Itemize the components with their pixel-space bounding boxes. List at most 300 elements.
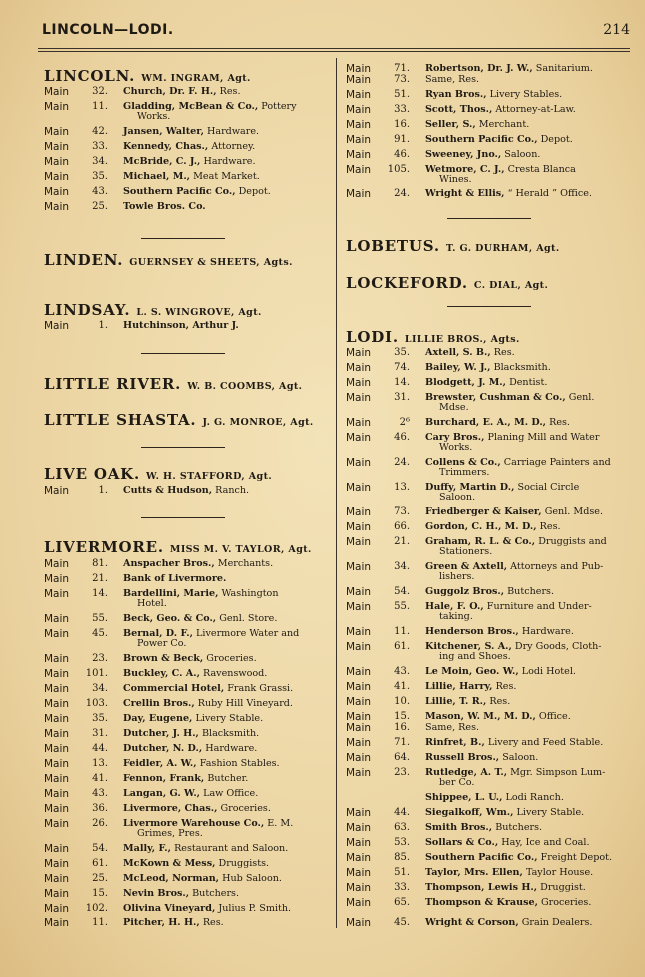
street-name: Main <box>346 897 372 909</box>
business-name: Buckley, C. A., <box>123 668 200 679</box>
business-description: Hub Saloon. <box>222 873 282 884</box>
business-description: Sanitarium. <box>535 63 593 74</box>
street-number: 85. <box>394 852 410 863</box>
section-divider <box>141 447 225 448</box>
business-name: Southern Pacific Co., <box>123 186 236 197</box>
business-name: Day, Eugene, <box>123 713 193 724</box>
entry-text <box>425 712 630 722</box>
agent-name: MISS M. V. TAYLOR, Agt. <box>169 544 312 555</box>
entry-text <box>123 629 330 648</box>
street-name: Main <box>44 156 70 168</box>
business-description: Butchers. <box>507 586 554 597</box>
street-name: Main <box>346 696 372 708</box>
business-name: Graham, R. L. & Co., <box>425 536 536 547</box>
business-name: Feidler, A. W., <box>123 758 197 769</box>
business-description: Res. <box>202 917 224 928</box>
entry-text <box>425 483 630 502</box>
agent-name: WM. INGRAM, Agt. <box>141 73 251 84</box>
street-number: 54. <box>92 843 108 854</box>
business-name: Siegalkoff, Wm., <box>425 807 514 818</box>
description-continuation: ber Co. <box>439 776 475 788</box>
business-description: Hardware. <box>521 626 574 637</box>
street-name: Main <box>346 482 372 494</box>
entry-text <box>123 889 330 899</box>
street-number: 61. <box>92 858 108 869</box>
header-rule <box>38 48 630 49</box>
street-name: Main <box>44 573 70 585</box>
business-name: Burchard, E. A., M. D., <box>425 417 547 428</box>
entry-text <box>425 562 630 581</box>
agent-name: W. H. STAFFORD, Agt. <box>146 471 273 482</box>
business-name: Axtell, S. B., <box>425 347 491 358</box>
business-description: Grain Dealers. <box>521 917 593 928</box>
entry-text <box>123 714 330 724</box>
street-number: 102. <box>85 903 108 914</box>
street-number: 16. <box>394 119 410 130</box>
street-number: 81. <box>92 558 108 569</box>
street-number: 36. <box>92 803 108 814</box>
street-number: 71. <box>394 63 410 74</box>
entry-text <box>425 363 630 373</box>
business-name: Green & Axtell, <box>425 561 508 572</box>
business-name: Livermore, Chas., <box>123 803 218 814</box>
entry-text <box>123 684 330 694</box>
town-heading <box>346 273 548 292</box>
agent-name: J. G. MONROE, Agt. <box>202 417 314 428</box>
entry-text <box>123 699 330 709</box>
street-number: 73. <box>394 506 410 517</box>
agent-name: LILLIE BROS., Agts. <box>404 334 520 345</box>
business-name: Blodgett, J. M., <box>425 377 506 388</box>
entry-text <box>425 165 630 184</box>
entry-text <box>123 819 330 838</box>
town-heading <box>346 327 520 346</box>
business-description: Groceries. <box>206 653 257 664</box>
business-name: Lillie, Harry, <box>425 681 493 692</box>
description-continuation: Wines. <box>439 173 472 185</box>
entry-text <box>425 753 630 763</box>
business-description: Taylor House. <box>525 867 594 878</box>
description-continuation: ing and Shoes. <box>439 650 511 662</box>
street-number: 43. <box>92 788 108 799</box>
street-number: 15. <box>92 888 108 899</box>
section-divider <box>141 517 225 518</box>
business-description: Frank Grassi. <box>227 683 294 694</box>
entry-text <box>123 102 330 121</box>
business-name: Pitcher, H. H., <box>123 917 200 928</box>
business-name: Livermore Warehouse Co., <box>123 818 265 829</box>
street-number: 10. <box>394 696 410 707</box>
entry-text <box>123 744 330 754</box>
business-description: Blacksmith. <box>493 362 551 373</box>
street-name: Main <box>44 743 70 755</box>
street-number: 1. <box>98 320 108 331</box>
street-name: Main <box>44 126 70 138</box>
street-number: 14. <box>394 377 410 388</box>
description-continuation: Works. <box>137 110 171 122</box>
business-name: Commercial Hotel, <box>123 683 225 694</box>
street-name: Main <box>346 752 372 764</box>
business-description: Lodi Hotel. <box>521 666 576 677</box>
street-name: Main <box>346 119 372 131</box>
street-number: 44. <box>394 807 410 818</box>
business-name: Sollars & Co., <box>425 837 499 848</box>
business-description: Res. <box>493 347 515 358</box>
business-description: Genl. Store. <box>219 613 278 624</box>
business-description: Ranch. <box>215 485 250 496</box>
street-name: Main <box>44 86 70 98</box>
street-name: Main <box>44 101 70 113</box>
business-description: Same, Res. <box>425 74 480 85</box>
street-number: 31. <box>394 392 410 403</box>
town-name: LODI. <box>346 328 399 346</box>
town-name: LINDSAY. <box>44 301 131 319</box>
street-name: Main <box>346 822 372 834</box>
business-name: Olivina Vineyard, <box>123 903 216 914</box>
entry-text <box>425 838 630 848</box>
street-name: Main <box>44 558 70 570</box>
business-description: Hardware. <box>207 126 260 137</box>
business-name: Mason, W. M., M. D., <box>425 711 536 722</box>
entry-text <box>123 187 330 197</box>
street-name: Main <box>346 807 372 819</box>
town-name: LOBETUS. <box>346 237 440 255</box>
business-name: Scott, Thos., <box>425 104 493 115</box>
town-name: LITTLE SHASTA. <box>44 411 197 429</box>
business-description: Hardware. <box>203 156 256 167</box>
street-number: 26. <box>92 818 108 829</box>
business-description: Freight Depot. <box>540 852 613 863</box>
running-title: LINCOLN—LODI. <box>42 22 174 38</box>
business-name: Bernal, D. F., <box>123 628 193 639</box>
business-name: McLeod, Norman, <box>123 873 220 884</box>
entry-text <box>425 602 630 621</box>
street-name: Main <box>44 843 70 855</box>
business-name: Gladding, McBean & Co., <box>123 101 259 112</box>
street-number: 34. <box>92 683 108 694</box>
entry-text <box>425 433 630 452</box>
business-name: Friedberger & Kaiser, <box>425 506 542 517</box>
description-continuation: Stationers. <box>439 545 493 557</box>
business-name: Seller, S., <box>425 119 476 130</box>
business-description: Julius P. Smith. <box>218 903 292 914</box>
street-number: 24. <box>394 188 410 199</box>
street-name: Main <box>346 666 372 678</box>
street-name: Main <box>346 392 372 404</box>
business-name: Anspacher Bros., <box>123 558 215 569</box>
street-name: Main <box>346 377 372 389</box>
business-name: Wright & Corson, <box>425 917 519 928</box>
town-name: LINCOLN. <box>44 67 136 85</box>
entry-text <box>425 587 630 597</box>
entry-text <box>425 823 630 833</box>
street-name: Main <box>346 722 372 734</box>
business-description: Hay, Ice and Coal. <box>501 837 590 848</box>
entry-text <box>123 127 330 137</box>
entry-text <box>123 486 330 496</box>
street-name: Main <box>346 149 372 161</box>
street-name: Main <box>44 873 70 885</box>
business-description: Saloon. <box>502 752 539 763</box>
business-description: Res. <box>549 417 570 428</box>
street-name: Main <box>44 788 70 800</box>
street-name: Main <box>346 626 372 638</box>
business-description: Livery Stable. <box>195 713 264 724</box>
street-name: Main <box>44 758 70 770</box>
street-name: Main <box>44 171 70 183</box>
business-name: Kennedy, Chas., <box>123 141 209 152</box>
entry-text <box>123 87 330 97</box>
street-name: Main <box>44 628 70 640</box>
street-number: 34. <box>92 156 108 167</box>
street-number: 71. <box>394 737 410 748</box>
business-name: Robertson, Dr. J. W., <box>425 63 533 74</box>
street-number: 41. <box>92 773 108 784</box>
section-divider <box>141 353 225 354</box>
business-description: Ruby Hill Vineyard. <box>197 698 293 709</box>
town-heading <box>44 410 314 429</box>
street-name: Main <box>346 737 372 749</box>
business-description: Druggist. <box>540 882 586 893</box>
street-name: Main <box>346 561 372 573</box>
street-number: 33. <box>394 104 410 115</box>
street-number: 66. <box>394 521 410 532</box>
street-name: Main <box>346 164 372 176</box>
street-number: 24. <box>394 457 410 468</box>
agent-name: L. S. WINGROVE, Agt. <box>136 307 262 318</box>
business-description: Meat Market. <box>193 171 260 182</box>
business-name: Guggolz Bros., <box>425 586 505 597</box>
street-number: 65. <box>394 897 410 908</box>
street-name: Main <box>44 773 70 785</box>
street-name: Main <box>44 818 70 830</box>
town-heading <box>44 464 272 483</box>
entry-text <box>425 868 630 878</box>
business-description: Furniture and Under- <box>486 601 592 612</box>
street-name: Main <box>346 417 372 429</box>
business-name: Thompson, Lewis H., <box>425 882 538 893</box>
town-name: LITTLE RIVER. <box>44 375 182 393</box>
business-name: Brown & Beck, <box>123 653 204 664</box>
entry-text <box>425 418 630 428</box>
entry-text <box>123 789 330 799</box>
street-name: Main <box>44 728 70 740</box>
street-name: Main <box>44 653 70 665</box>
business-name: McKown & Mess, <box>123 858 216 869</box>
business-name: Hale, F. O., <box>425 601 484 612</box>
entry-text <box>425 918 630 928</box>
street-number: 35. <box>92 171 108 182</box>
street-number: 64. <box>394 752 410 763</box>
section-divider <box>447 218 531 219</box>
business-description: Fashion Stables. <box>199 758 280 769</box>
street-number: 15. <box>394 711 410 722</box>
business-description: E. M. <box>267 818 294 829</box>
business-name: Rutledge, A. T., <box>425 767 508 778</box>
business-name: Dutcher, N. D., <box>123 743 203 754</box>
entry-text <box>425 793 630 803</box>
street-number: 103. <box>85 698 108 709</box>
agent-name: W. B. COOMBS, Agt. <box>187 381 303 392</box>
business-description: Ravenswood. <box>203 668 268 679</box>
agent-name: C. DIAL, Agt. <box>473 280 549 291</box>
agent-name: T. G. DURHAM, Agt. <box>445 243 560 254</box>
business-name: Shippee, L. U., <box>425 792 503 803</box>
street-number: 25. <box>92 873 108 884</box>
street-name: Main <box>44 201 70 213</box>
business-description: Office. <box>538 711 571 722</box>
street-name: Main <box>44 683 70 695</box>
street-name: Main <box>346 188 372 200</box>
business-description: Carriage Painters and <box>503 457 611 468</box>
entry-text <box>123 918 330 928</box>
business-description: Hardware. <box>205 743 258 754</box>
entry-text <box>123 804 330 814</box>
street-number: 46. <box>394 432 410 443</box>
entry-text <box>425 808 630 818</box>
business-name: Nevin Bros., <box>123 888 190 899</box>
entry-text <box>425 135 630 145</box>
street-name: Main <box>44 485 70 497</box>
business-name: Church, Dr. F. H., <box>123 86 217 97</box>
street-name: Main <box>346 711 372 723</box>
street-number: 63. <box>394 822 410 833</box>
street-number: 55. <box>394 601 410 612</box>
street-name: Main <box>346 641 372 653</box>
business-name: Lillie, T. R., <box>425 696 487 707</box>
business-description: Groceries. <box>540 897 592 908</box>
business-description: Butchers. <box>495 822 543 833</box>
business-description: Planing Mill and Water <box>487 432 600 443</box>
entry-text <box>123 589 330 608</box>
business-name: Langan, G. W., <box>123 788 201 799</box>
business-description: Lodi Ranch. <box>505 792 564 803</box>
business-description: Res. <box>219 86 241 97</box>
business-name: Sweeney, Jno., <box>425 149 502 160</box>
business-description: Mgr. Simpson Lum- <box>510 767 606 778</box>
description-continuation: Power Co. <box>137 637 187 649</box>
business-name: Brewster, Cushman & Co., <box>425 392 566 403</box>
description-continuation: taking. <box>439 610 473 622</box>
business-name: Fennon, Frank, <box>123 773 205 784</box>
town-name: LIVERMORE. <box>44 538 164 556</box>
entry-text <box>123 142 330 152</box>
street-number: 11. <box>92 917 108 928</box>
entry-text <box>425 90 630 100</box>
street-number: 43. <box>394 666 410 677</box>
business-name: Bank of Livermore. <box>123 573 227 584</box>
business-name: Cary Bros., <box>425 432 485 443</box>
town-heading <box>44 374 302 393</box>
street-number: 35. <box>92 713 108 724</box>
street-number: 13. <box>394 482 410 493</box>
business-description: Washington <box>221 588 279 599</box>
column-separator <box>336 58 337 928</box>
business-name: McBride, C. J., <box>123 156 201 167</box>
street-number: 51. <box>394 867 410 878</box>
business-description: Pottery <box>261 101 297 112</box>
street-number: 101. <box>85 668 108 679</box>
street-name: Main <box>44 320 70 332</box>
entry-text <box>425 627 630 637</box>
street-name: Main <box>346 852 372 864</box>
business-name: Collens & Co., <box>425 457 501 468</box>
entry-text <box>425 723 630 733</box>
business-name: Henderson Bros., <box>425 626 519 637</box>
business-name: Jansen, Walter, <box>123 126 204 137</box>
street-number: 41. <box>394 681 410 692</box>
business-description: Attorney. <box>211 141 256 152</box>
street-name: Main <box>346 134 372 146</box>
business-description: Restaurant and Saloon. <box>174 843 289 854</box>
business-name: Russell Bros., <box>425 752 500 763</box>
business-description: Res. <box>495 681 517 692</box>
street-number: 23. <box>394 767 410 778</box>
entry-text <box>425 853 630 863</box>
street-number: 31. <box>92 728 108 739</box>
street-name: Main <box>346 74 372 86</box>
entry-text <box>123 614 330 624</box>
street-name: Main <box>346 347 372 359</box>
description-continuation: Grimes, Pres. <box>137 827 203 839</box>
street-number: 21. <box>394 536 410 547</box>
business-description: Social Circle <box>517 482 580 493</box>
street-number: 33. <box>394 882 410 893</box>
entry-text <box>425 75 630 85</box>
street-number: 34. <box>394 561 410 572</box>
business-description: Res. <box>489 696 511 707</box>
business-name: Wetmore, C. J., <box>425 164 505 175</box>
business-description: “ Herald ” Office. <box>507 188 592 199</box>
street-number: 45. <box>394 917 410 928</box>
entry-text <box>123 559 330 569</box>
entry-text <box>425 150 630 160</box>
entry-text <box>123 172 330 182</box>
entry-text <box>123 669 330 679</box>
business-description: Blacksmith. <box>201 728 260 739</box>
street-number: 74. <box>394 362 410 373</box>
entry-text <box>425 697 630 707</box>
town-name: LIVE OAK. <box>44 465 141 483</box>
street-number: 73. <box>394 74 410 85</box>
entry-text <box>123 202 330 212</box>
street-name: Main <box>346 867 372 879</box>
business-description: Attorney-at-Law. <box>495 104 576 115</box>
street-number: 25. <box>92 201 108 212</box>
street-number: 53. <box>394 837 410 848</box>
street-number: 91. <box>394 134 410 145</box>
business-description: Cresta Blanca <box>507 164 576 175</box>
street-name: Main <box>346 432 372 444</box>
street-number: 11. <box>92 101 108 112</box>
street-name: Main <box>44 917 70 929</box>
street-number: 46. <box>394 149 410 160</box>
entry-text <box>123 904 330 914</box>
street-name: Main <box>44 903 70 915</box>
entry-text <box>425 738 630 748</box>
street-number: 51. <box>394 89 410 100</box>
entry-text <box>425 189 630 199</box>
entry-text <box>425 768 630 787</box>
description-continuation: Saloon. <box>439 491 476 503</box>
street-name: Main <box>346 536 372 548</box>
entry-text <box>425 682 630 692</box>
street-number: 33. <box>92 141 108 152</box>
town-heading <box>44 66 251 85</box>
street-name: Main <box>44 141 70 153</box>
street-number: 43. <box>92 186 108 197</box>
entry-text <box>425 105 630 115</box>
